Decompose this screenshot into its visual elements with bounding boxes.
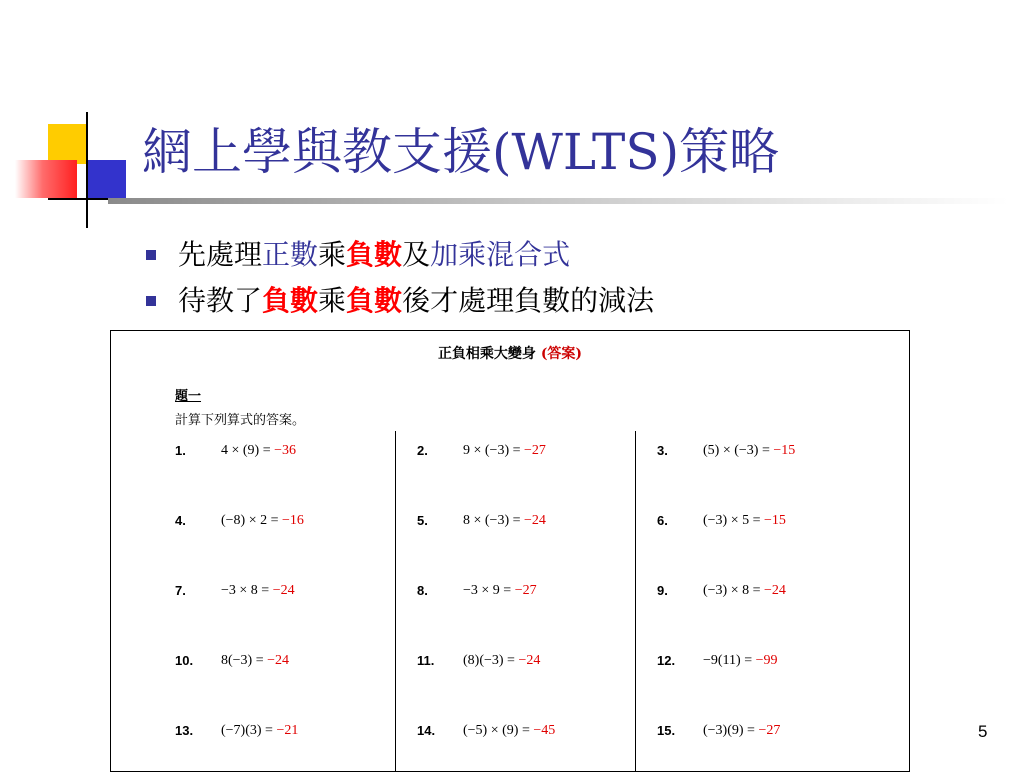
problem-answer: −45 [533, 723, 556, 738]
problem-answer: −24 [524, 513, 546, 528]
problem-expression [221, 581, 295, 601]
problem-expression-text: 9 × (−3) = [463, 443, 525, 458]
problem-expression [463, 511, 546, 531]
problem-answer: −27 [514, 583, 537, 598]
slide-title: 網上學與教支援(WLTS)策略 [142, 123, 780, 181]
problem-number: 8. [417, 583, 428, 598]
problem-number: 6. [657, 513, 668, 528]
decorative-vertical-line [86, 112, 88, 228]
problem-expression [221, 721, 298, 741]
problem-number: 11. [417, 653, 435, 668]
decorative-blue-square [88, 160, 126, 200]
problem-expression [703, 511, 786, 531]
bullet-list [142, 232, 654, 324]
problem-expression [703, 441, 795, 461]
bullet-text-segment: 後才處理負數的減法 [402, 284, 655, 317]
bullet-marker-icon [146, 250, 156, 260]
decorative-red-gradient-bar [15, 160, 77, 198]
problem-expression-text: (−5) × (9) = [463, 723, 534, 738]
problem-expression [463, 721, 555, 741]
worksheet-answer-tag: (答案) [540, 346, 583, 362]
problem-answer: −27 [524, 443, 546, 458]
column-divider [635, 431, 636, 771]
problem-expression-text: (−3) × 8 = [703, 583, 765, 598]
bullet-text-segment: 正數 [262, 238, 319, 271]
problem-number: 10. [175, 653, 194, 668]
problem-expression [703, 651, 778, 671]
decorative-yellow-square [48, 124, 88, 164]
problem-answer: −24 [764, 583, 786, 598]
problem-answer: −21 [276, 723, 299, 738]
problem-number: 3. [657, 443, 668, 458]
bullet-text-segment: 乘 [318, 284, 347, 317]
bullet-marker-icon [146, 296, 156, 306]
bullet-item [142, 232, 654, 278]
problem-expression-text: 8 × (−3) = [463, 513, 525, 528]
question-heading: 題一 [175, 389, 202, 404]
bullet-text-segment: 待教了 [178, 284, 263, 317]
problem-answer: −27 [758, 723, 781, 738]
bullet-text-segment: 負數 [346, 238, 403, 271]
problem-answer: −16 [282, 513, 304, 528]
page-number: 5 [978, 722, 988, 741]
problem-expression-text: −3 × 8 = [221, 583, 273, 598]
problem-expression [221, 441, 296, 461]
problem-number: 9. [657, 583, 668, 598]
problem-expression [221, 651, 289, 671]
bullet-text-segment: 負數 [262, 284, 319, 317]
bullet-text-segment: 乘 [318, 238, 347, 271]
problem-expression-text: 4 × (9) = [221, 443, 275, 458]
problem-number: 4. [175, 513, 186, 528]
problem-expression-text: (−8) × 2 = [221, 513, 283, 528]
problem-answer: −24 [518, 653, 541, 668]
problem-number: 13. [175, 723, 194, 738]
problem-number: 7. [175, 583, 186, 598]
decorative-horizontal-line [48, 198, 108, 200]
title-underline-rule [108, 198, 1008, 204]
problem-expression [221, 511, 304, 531]
problem-expression-text: (5) × (−3) = [703, 443, 774, 458]
problem-expression-text: −3 × 9 = [463, 583, 515, 598]
worksheet-title-text: 正負相乘大變身 [437, 346, 536, 362]
bullet-text-segment: 先處理 [178, 238, 263, 271]
problem-answer: −15 [764, 513, 786, 528]
problem-number: 15. [657, 723, 676, 738]
problem-answer: −24 [267, 653, 290, 668]
problem-expression-text: (−3) × 5 = [703, 513, 765, 528]
problem-expression [463, 651, 540, 671]
bullet-item [142, 278, 654, 324]
bullet-text-segment: 加乘混合式 [430, 238, 571, 271]
problem-expression-text: 8(−3) = [221, 653, 268, 668]
problem-expression-text: −9(11) = [703, 653, 756, 668]
column-divider [395, 431, 396, 771]
worksheet-image [110, 330, 910, 772]
problem-expression [703, 721, 780, 741]
bullet-text-segment: 負數 [346, 284, 403, 317]
problem-expression-text: (8)(−3) = [463, 653, 519, 668]
problem-number: 14. [417, 723, 436, 738]
problem-expression-text: (−3)(9) = [703, 723, 759, 738]
worksheet-title [111, 343, 909, 363]
problem-number: 2. [417, 443, 428, 458]
problem-expression [703, 581, 786, 601]
problem-answer: −24 [272, 583, 295, 598]
bullet-text-segment: 及 [402, 238, 431, 271]
problem-answer: −15 [773, 443, 796, 458]
problem-number: 12. [657, 653, 676, 668]
question-instruction: 計算下列算式的答案。 [175, 413, 306, 428]
problem-expression [463, 581, 537, 601]
problem-expression [463, 441, 546, 461]
problem-number: 1. [175, 443, 186, 458]
problem-expression-text: (−7)(3) = [221, 723, 277, 738]
problem-answer: −36 [274, 443, 297, 458]
problem-number: 5. [417, 513, 428, 528]
problem-answer: −99 [755, 653, 778, 668]
